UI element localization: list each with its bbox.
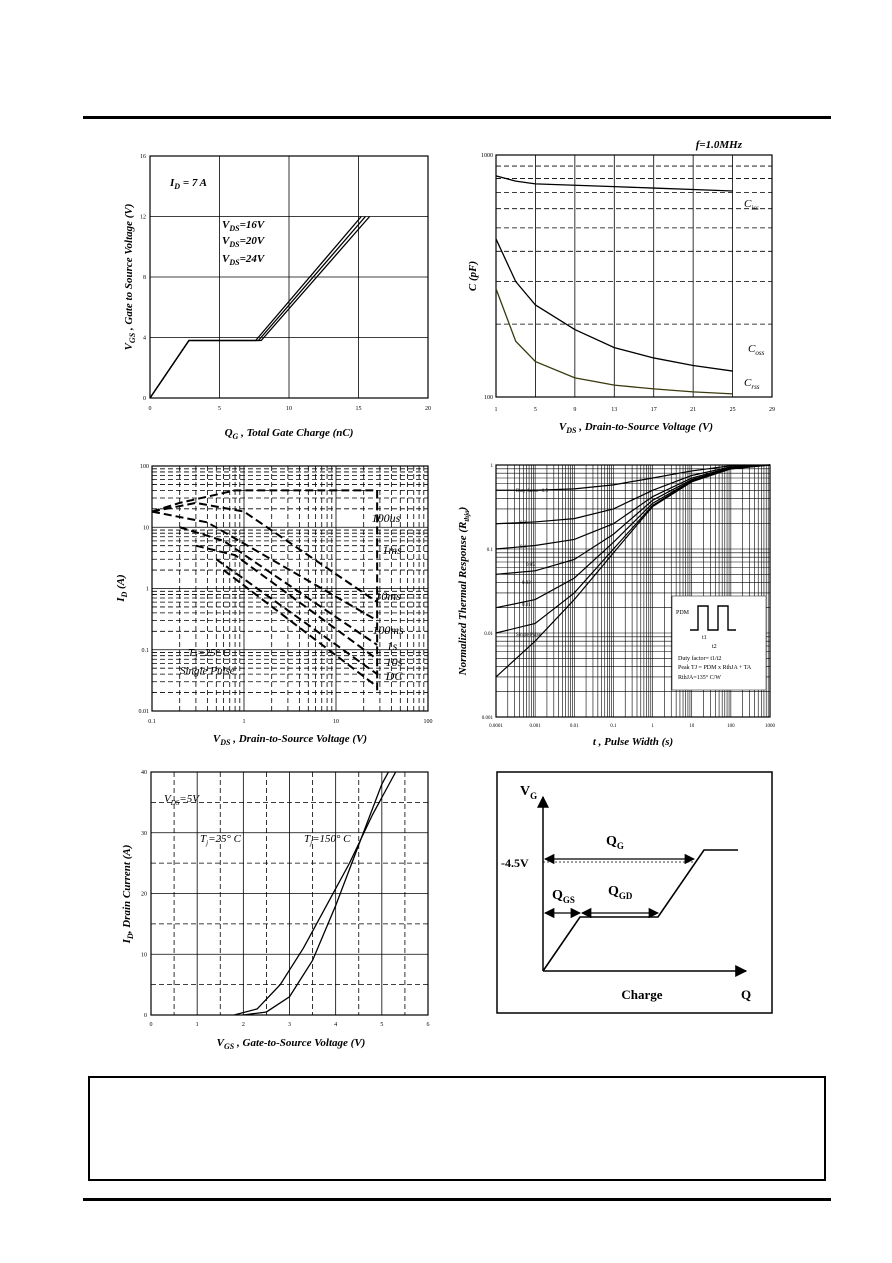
cap-x-tick: 9 [573,407,577,413]
th-duty-label-3: 0.1 [520,545,527,550]
gc-y-tick: 0 [143,396,146,402]
soa-y-tick: 1 [146,586,149,593]
th-x-tick: 10 [689,724,695,729]
th-x-tick: 0.1 [610,724,617,729]
soa-pulse-label-5: 1s [386,639,398,653]
soa-pulse-label-4: 100ms [372,623,404,637]
tr-y-tick: 40 [141,770,147,776]
th-x-tick: 1000 [765,724,775,729]
tr-x-tick: 1 [195,1022,199,1028]
gate-charge-chart [118,150,448,450]
cap-coss-label: $C_{oss}$ [748,343,765,357]
gc-y-tick: 12 [140,214,146,221]
tr-x-tick: 3 [288,1022,291,1028]
th-y-tick: 1 [490,464,493,469]
th-duty-label-4: 0.05 [526,563,535,568]
gc-y-tick: 8 [143,275,146,281]
gc-series-label-3: $V_{DS}=24V$ [222,253,265,267]
tr-y-tick: 10 [141,952,147,959]
soa-x-tick: 1 [242,719,246,725]
soa-tj-label: $T_J=25^\circ$ C [188,647,231,661]
cap-freq-label: f=1.0MHz [695,139,742,151]
soa-pulse-label-3: 10ms [375,589,401,603]
cap-x-tick: 1 [494,407,498,413]
gc-y-label: $V_{GS}$ , Gate to Source Voltage (V) [123,203,137,351]
thermal-inset-rth: RthJA=135° C/W [678,675,721,681]
soa-y-tick: 0.01 [138,709,149,715]
cap-crss-label: $C_{rss}$ [744,377,760,391]
thermal-response-chart [450,458,790,758]
tr-x-tick: 5 [380,1022,384,1028]
tr-x-tick: 6 [426,1022,430,1028]
gc-series-label-2: $V_{DS}=20V$ [222,235,265,249]
cap-x-tick: 17 [650,407,657,413]
soa-pulse-label: Single Pulse [180,665,235,677]
transfer-chart [118,764,448,1064]
gc-x-tick: 10 [286,406,292,412]
soa-y-tick: 100 [140,464,149,470]
soa-y-tick: 0.1 [141,647,149,654]
th-x-tick: 100 [727,724,735,729]
soa-x-label: $V_{DS}$ , Drain-to-Source Voltage (V) [212,733,368,747]
cap-x-tick: 25 [729,407,736,413]
top-rule [83,116,831,119]
thermal-inset-pdm: PDM [676,610,690,616]
soa-pulse-label-2: 1ms [382,543,402,557]
wf-qgs-label: $Q_{GS}$ [552,888,575,905]
gc-x-tick: 0 [148,406,152,412]
thermal-inset-t2: t2 [712,644,717,650]
th-x-tick: 1 [651,724,654,729]
tr-tj25-label: $T_j=25^\circ$ C [200,833,241,847]
gc-series-label-1: $V_{DS}=16V$ [222,219,265,233]
th-duty-label-1: Duty factor=0.5 [516,489,548,494]
tr-tj150-label: $T_j=150^\circ$ C [304,833,351,847]
soa-y-tick: 10 [143,525,149,532]
note-box [88,1076,826,1181]
cap-y-label: C (pF) [467,260,479,292]
cap-x-tick: 21 [690,407,697,413]
th-duty-label-2: 0.2 [520,521,527,526]
cap-ciss-label: $C_{iss}$ [744,198,759,212]
soa-y-label: $I_D$ (A) [115,574,129,602]
th-duty-label-5: 0.02 [522,581,531,586]
tr-y-label: $I_D$, Drain Current (A) [121,844,135,944]
wf-q-axis-label: Q [740,987,752,1002]
tr-x-tick: 4 [334,1022,338,1028]
wf-qg-label: $Q_G$ [606,834,624,851]
th-x-tick: 0.01 [569,724,579,729]
soa-pulse-label-1: 100us [371,511,401,525]
soa-x-tick: 0.1 [148,719,156,725]
tr-vds-label: $V_{DS}=5V$ [164,793,199,807]
th-x-tick: 0.0001 [489,724,503,729]
th-x-tick: 0.001 [529,724,541,729]
th-y-tick: 0.1 [486,548,493,553]
soa-x-tick: 100 [423,719,433,725]
tr-y-tick: 30 [141,830,147,837]
wf-level-label: -4.5V [501,856,529,870]
wf-charge-label: Charge [621,987,663,1002]
cap-y-tick: 1000 [481,153,493,159]
cap-x-tick: 5 [533,407,537,413]
thermal-inset-t1: t1 [702,635,707,641]
thermal-x-label: t , Pulse Width (s) [592,736,674,748]
th-y-tick: 0.001 [481,716,493,721]
cap-x-label: $V_{DS}$ , Drain-to-Source Voltage (V) [558,421,714,435]
th-y-tick: 0.01 [484,632,493,637]
capacitance-chart [460,136,790,436]
tr-x-label: $V_{GS}$ , Gate-to-Source Voltage (V) [216,1037,366,1051]
gc-y-tick: 4 [143,335,146,342]
tr-x-tick: 2 [241,1022,245,1028]
soa-pulse-label-7: DC [385,669,403,683]
wf-vg-label: $V_G$ [520,784,538,801]
th-duty-label-6: 0.01 [522,603,531,608]
bottom-rule [83,1198,831,1201]
gc-x-tick: 5 [218,406,221,412]
th-duty-label-7: Single Pulse [516,633,541,638]
soa-x-tick: 10 [333,719,339,725]
tr-x-tick: 0 [149,1022,153,1028]
gc-x-tick: 20 [425,406,431,412]
thermal-inset-peak: Peak TJ = PDM x RthJA + TA [678,665,752,671]
tr-y-tick: 20 [141,891,147,898]
cap-x-tick: 13 [611,407,618,413]
gc-x-tick: 15 [355,406,362,412]
soa-chart [110,458,440,758]
soa-pulse-label-6: 10s [385,655,403,669]
gc-x-label: $Q_G$ , Total Gate Charge (nC) [224,427,354,441]
cap-y-tick: 100 [484,395,493,401]
thermal-inset-duty: Duty factor= t1/t2 [678,656,722,662]
gc-id-label: $I_D = 7$ A [170,177,208,191]
thermal-inset [672,596,766,690]
thermal-y-label: Normalized Thermal Response $(R_{thja})$ [457,506,471,676]
wf-qgd-label: $Q_{GD}$ [608,884,633,901]
gate-charge-waveform [496,771,774,1015]
gc-y-tick: 16 [140,154,146,160]
cap-x-tick: 29 [769,407,775,413]
tr-y-tick: 0 [144,1013,147,1019]
